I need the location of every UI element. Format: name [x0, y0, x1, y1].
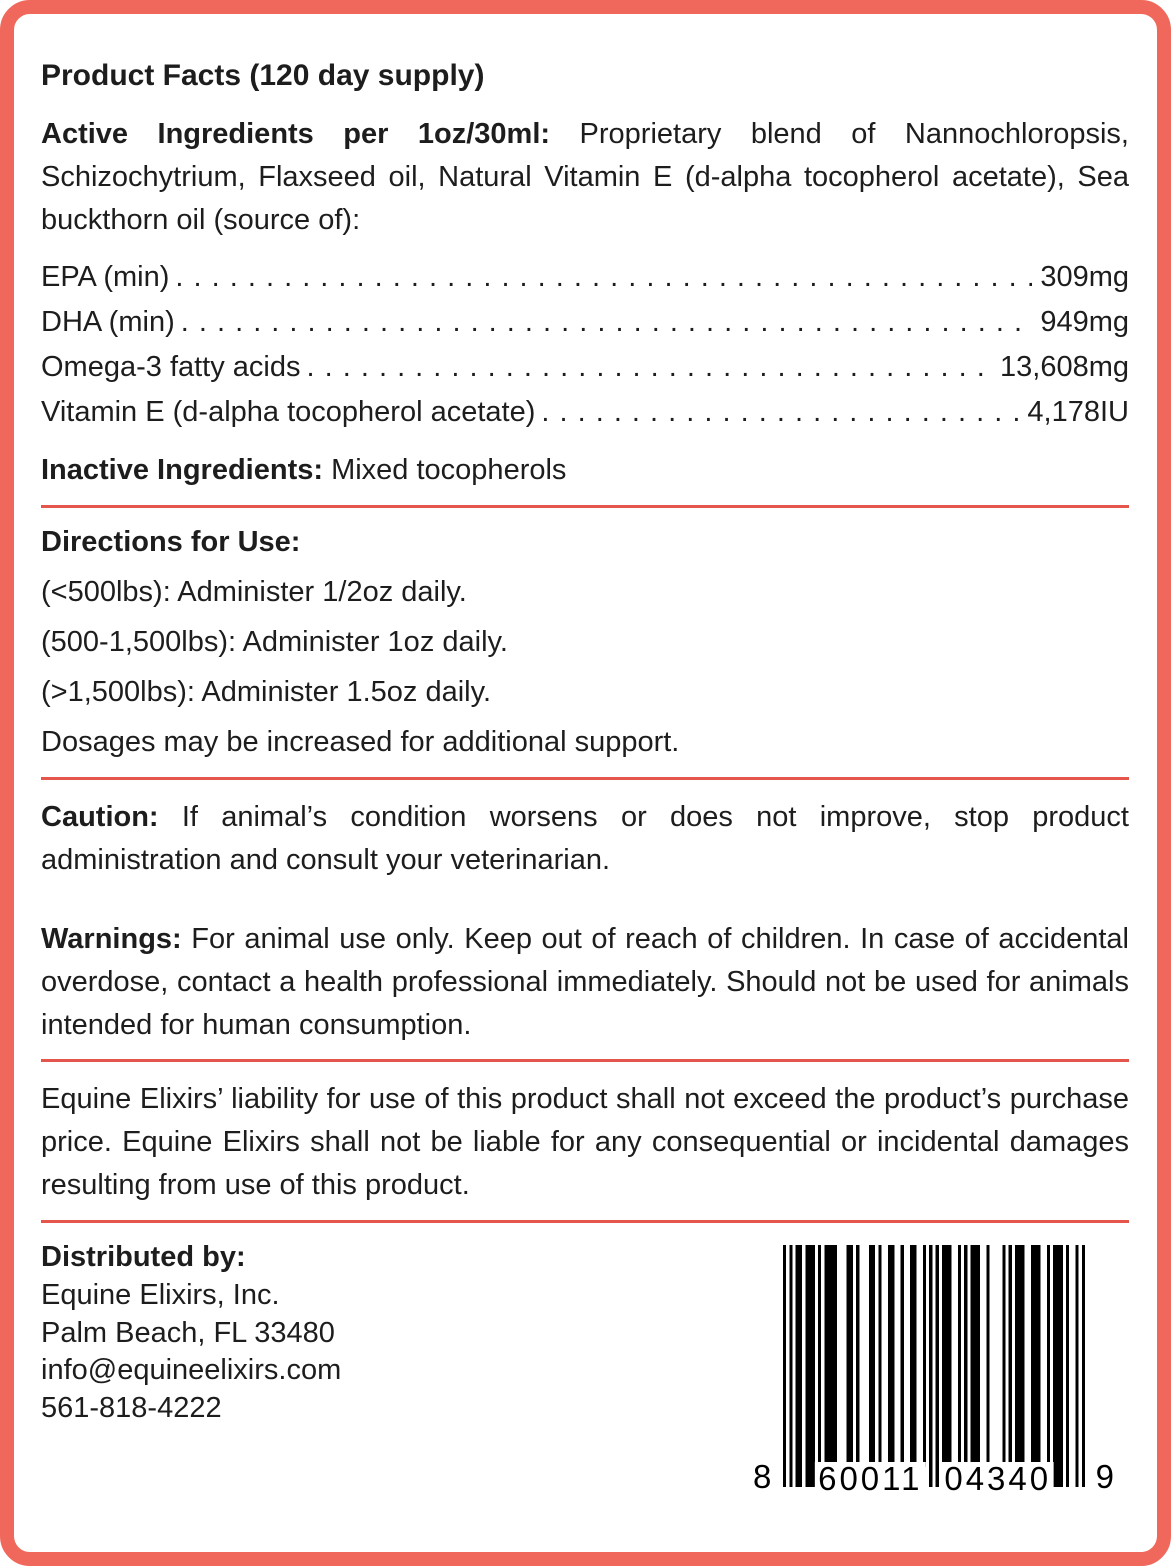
ingredient-name: EPA (min): [41, 260, 170, 293]
divider: [41, 505, 1129, 508]
ingredient-amount: 4,178IU: [1027, 395, 1129, 428]
directions-line: (<500lbs): Administer 1/2oz daily.: [41, 576, 467, 609]
directions-line: (>1,500lbs): Administer 1.5oz daily.: [41, 676, 491, 709]
barcode-digit-left: 8: [753, 1458, 775, 1496]
ingredient-name: Vitamin E (d-alpha tocopherol acetate): [41, 395, 536, 428]
barcode-digit-right: 9: [1095, 1458, 1117, 1496]
dot-leader: [307, 345, 993, 390]
dot-leader: [541, 390, 1019, 435]
table-row: [41, 255, 1129, 300]
divider: [41, 1220, 1129, 1223]
barcode-bars-icon: [783, 1245, 1085, 1487]
dot-leader: [175, 255, 1032, 300]
ingredient-table: [41, 255, 1129, 435]
distributor-address: Palm Beach, FL 33480: [41, 1316, 335, 1349]
bottom-section: [41, 1239, 1129, 1521]
directions-line: Dosages may be increased for additional support.: [41, 726, 680, 758]
table-row: [41, 300, 1129, 345]
distributor-heading: Distributed by:: [41, 1241, 246, 1274]
dot-leader: [181, 300, 1033, 345]
ingredient-name: DHA (min): [41, 305, 175, 338]
ingredient-amount: 949mg: [1040, 305, 1129, 338]
liability-paragraph: Equine Elixirs’ liability for use of this product shall not exceed the product’s purchase price. Equine Elixirs shall not be liable for any consequential or incidental damages resulting from use of this product.: [41, 1083, 1129, 1202]
barcode-digit-group-2: 04340: [941, 1462, 1054, 1495]
directions-line: (500-1,500lbs): Administer 1oz daily.: [41, 626, 508, 659]
page-title: Product Facts (120 day supply): [41, 59, 485, 92]
barcode-digit-group-1: 60011: [815, 1462, 925, 1495]
caution-heading: Caution:: [41, 800, 159, 833]
caution-paragraph: [41, 796, 1129, 882]
inactive-ingredients-text: Mixed tocopherols: [331, 454, 567, 487]
caution-text: If animal’s condition worsens or does not improve, stop product administration and consult your veterinarian.: [41, 800, 1129, 876]
inactive-ingredients-heading: Inactive Ingredients:: [41, 454, 324, 487]
warnings-heading: Warnings:: [41, 922, 182, 955]
active-ingredients-description: Proprietary blend of Nannochloropsis, Schizochytrium, Flaxseed oil, Natural Vitamin E (d-alpha tocopherol acetate), Sea buckthorn oil (source of):: [41, 118, 1129, 236]
divider: [41, 777, 1129, 780]
inactive-ingredients-line: [41, 449, 1129, 492]
ingredient-amount: 309mg: [1040, 260, 1129, 293]
table-row: [41, 345, 1129, 390]
ingredient-name: Omega-3 fatty acids: [41, 350, 301, 383]
distributor-phone: 561-818-4222: [41, 1391, 222, 1424]
ingredient-amount: 13,608mg: [1000, 350, 1129, 383]
distributor-name: Equine Elixirs, Inc.: [41, 1278, 280, 1311]
distributor-block: [41, 1239, 341, 1427]
directions-heading: Directions for Use:: [41, 526, 301, 559]
warnings-text: For animal use only. Keep out of reach of children. In case of accidental overdose, contact a health professional immediately. Should not be used for animals intended for human consumption.: [41, 922, 1129, 1041]
active-ingredients-heading: Active Ingredients per 1oz/30ml:: [41, 118, 551, 150]
divider: [41, 1059, 1129, 1062]
warnings-paragraph: [41, 918, 1129, 1047]
active-ingredients-paragraph: [41, 113, 1129, 242]
distributor-email: info@equineelixirs.com: [41, 1354, 342, 1387]
table-row: [41, 390, 1129, 435]
upc-barcode: [753, 1245, 1117, 1521]
